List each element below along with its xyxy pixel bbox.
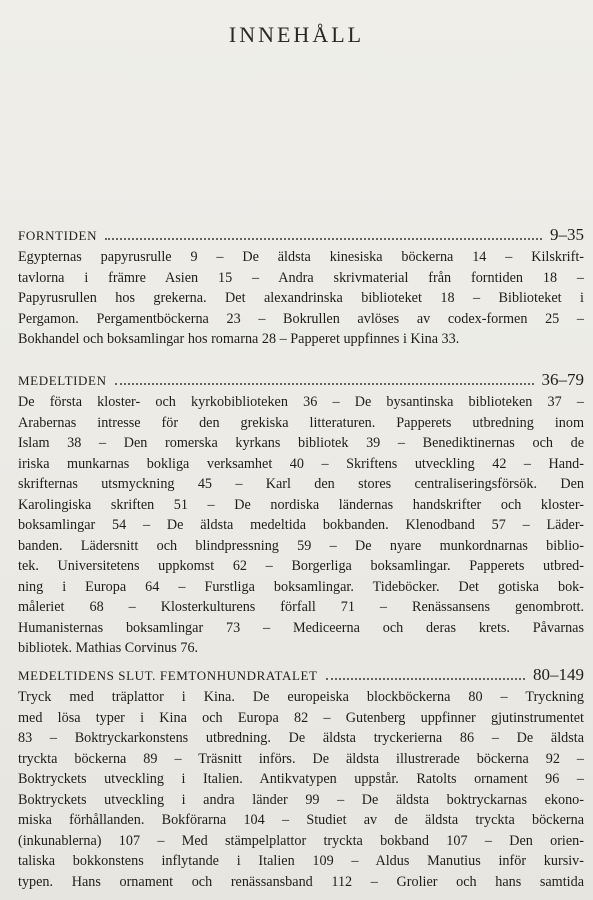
body-line: ning i Europa 64 – Furstliga boksamlingar. Tideböcker. Det gotiska bok- bbox=[18, 578, 584, 595]
toc-section-forntiden bbox=[18, 225, 584, 350]
body-line: Karolingiska skriften 51 – De nordiska ländernas handskrifter och kloster- bbox=[18, 496, 584, 513]
body-line: Humanisternas boksamlingar 73 – Mediceerna och deras krets. Påvarnas bbox=[18, 619, 584, 636]
body-line: Boktryckets utveckling i andra länder 99 – De äldsta boktryckarnas ekono- bbox=[18, 791, 584, 808]
body-line: Egypternas papyrusrulle 9 – De äldsta kinesiska böckerna 14 – Kilskrift- bbox=[18, 249, 584, 265]
section-body bbox=[18, 247, 584, 350]
page-range: 36–79 bbox=[541, 370, 584, 389]
section-body bbox=[18, 687, 584, 892]
section-title: MEDELTIDEN bbox=[18, 373, 107, 388]
section-title: FORNTIDEN bbox=[18, 228, 98, 243]
toc-entry-header bbox=[18, 370, 584, 392]
body-line: tek. Universitetens uppkomst 62 – Borgerliga boksamlingar. Papperets utbred- bbox=[18, 558, 584, 574]
toc-section-medeltiden bbox=[18, 370, 584, 659]
section-body bbox=[18, 392, 584, 659]
body-line: bibliotek. Mathias Corvinus 76. bbox=[18, 640, 199, 656]
body-line: skrifternas utsmyckning 45 – Karl den stores centraliseringsförsök. Den bbox=[18, 476, 584, 492]
body-line: (inkunablerna) 107 – Med stämpelplattor tryckta bokband 107 – Den orien- bbox=[18, 832, 584, 849]
body-line: 83 – Boktryckarkonstens utbredning. De äldsta tryckerierna 86 – De äldsta bbox=[18, 730, 584, 746]
body-line: typen. Hans ornament och renässansband 112 – Grolier och hans samtida bbox=[18, 873, 584, 890]
body-line: taliska bokkonstens inflytande i Italien 109 – Aldus Manutius inför kursiv- bbox=[18, 853, 584, 869]
body-line: Boktryckets utveckling i Italien. Antikvatypen uppstår. Ratolts ornament 96 – bbox=[18, 771, 584, 787]
toc-entry-header bbox=[18, 665, 584, 687]
toc-section-medeltidens-slut bbox=[18, 665, 584, 892]
page-title: INNEHÅLL bbox=[228, 22, 365, 47]
body-line: tavlorna i främre Asien 15 – Andra skrivmaterial från forntiden 18 – bbox=[18, 269, 584, 286]
dot-leader bbox=[326, 677, 525, 680]
body-line: måleriet 68 – Klosterkulturens förfall 71 – Renässansens genombrott. bbox=[18, 599, 584, 615]
body-line: med lösa typer i Kina och Europa 82 – Gutenberg uppfinner gjutinstrumentet bbox=[18, 709, 584, 726]
body-line: Papyrusrullen hos grekerna. Det alexandrinska biblioteket 18 – Biblioteket i bbox=[18, 290, 584, 306]
toc-entry-header bbox=[18, 225, 584, 247]
body-line: Bokhandel och boksamlingar hos romarna 28 – Papperet uppfinnes i Kina 33. bbox=[18, 331, 460, 347]
body-line: Islam 38 – Den romerska kyrkans bibliotek 39 – Benediktinernas och de bbox=[18, 435, 584, 451]
body-line: tryckta böckerna 89 – Träsnitt införs. De äldsta illustrerade böckerna 92 – bbox=[18, 750, 584, 767]
body-line: Tryck med träplattor i Kina. De europeiska blockböckerna 80 – Tryckning bbox=[18, 689, 584, 705]
section-title: MEDELTIDENS SLUT. FEMTONHUNDRATALET bbox=[18, 668, 318, 683]
body-line: De första kloster- och kyrkobiblioteken 36 – De bysantinska biblioteken 37 – bbox=[18, 394, 584, 410]
body-line: banden. Lädersnitt och blindpressning 59 – De nyare munkordnarnas biblio- bbox=[18, 537, 584, 554]
page-range: 9–35 bbox=[550, 225, 584, 244]
page-range: 80–149 bbox=[533, 665, 584, 684]
body-line: boksamlingar 54 – De äldsta medeltida bokbanden. Klenodband 57 – Läder- bbox=[18, 517, 584, 533]
body-line: miska förhållanden. Bokförarna 104 – Studiet av de äldsta tryckta böckerna bbox=[18, 812, 584, 828]
body-line: iriska munkarnas bokliga verksamhet 40 – Skriftens utveckling 42 – Hand- bbox=[18, 455, 584, 472]
body-line: Pergamon. Pergamentböckerna 23 – Bokrullen avlöses av codex-formen 25 – bbox=[18, 310, 584, 327]
dot-leader bbox=[105, 237, 542, 240]
body-line: Arabernas intresse för den grekiska litteraturen. Papperets utbredning inom bbox=[18, 414, 584, 431]
dot-leader bbox=[115, 382, 534, 385]
